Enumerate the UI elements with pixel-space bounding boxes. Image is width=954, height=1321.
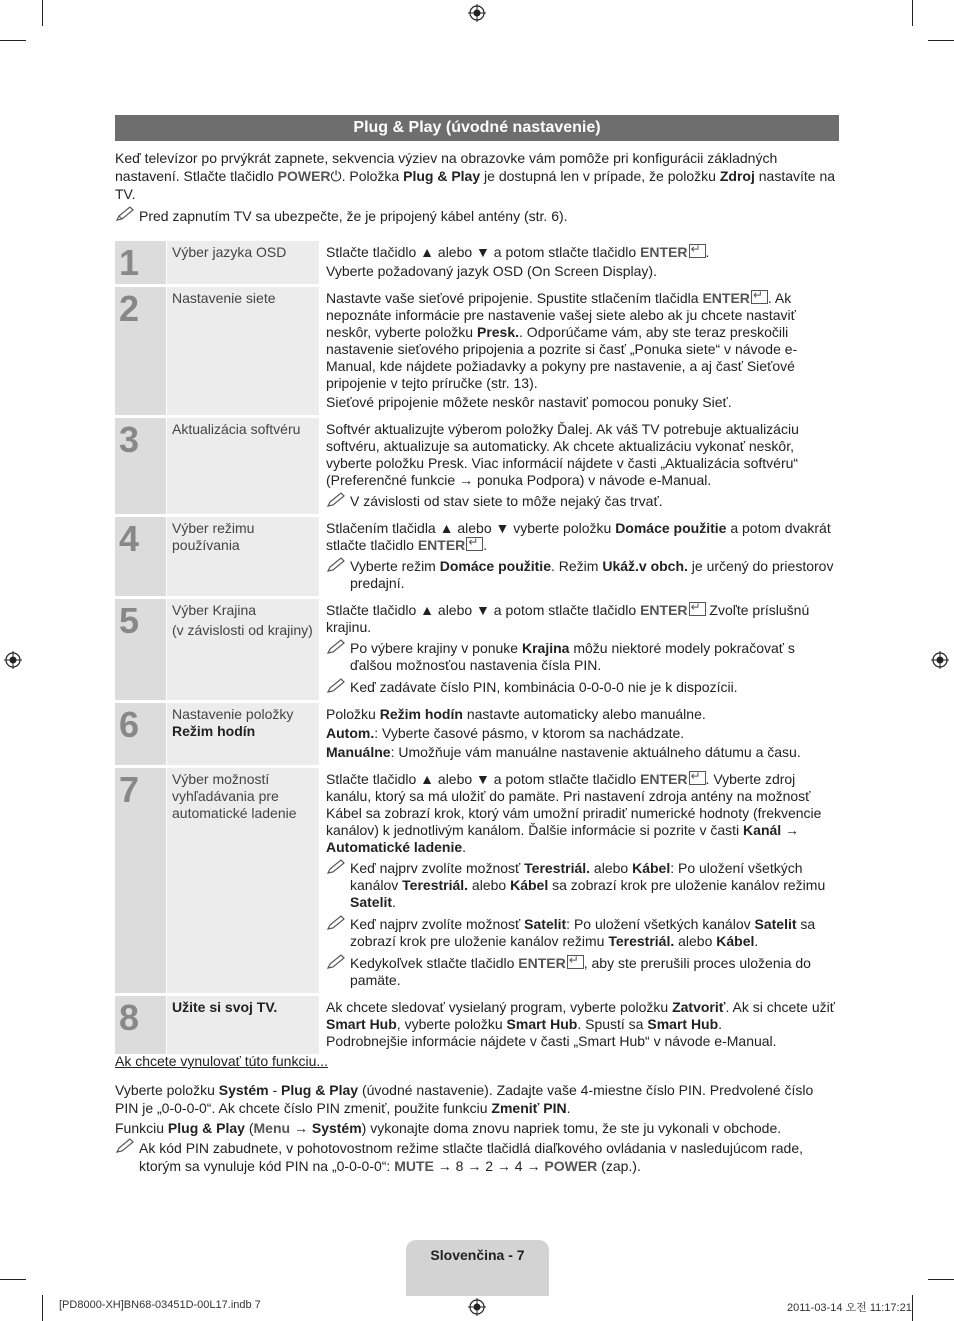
step-text: [321, 996, 839, 1057]
note-text: Keď zadávate číslo PIN, kombinácia 0-0-0-0 nie je k dispozícii.: [350, 679, 738, 695]
text: Stlačením tlačidla ▲ alebo ▼ vyberte položku: [326, 520, 616, 536]
step-number: 1: [115, 241, 166, 287]
registration-mark-icon: [4, 651, 22, 669]
term: Satelit: [754, 916, 797, 932]
step-label: Výber možností vyhľadávania pre automatické ladenie: [166, 768, 321, 996]
step-label: [166, 996, 321, 1057]
text: .: [705, 244, 710, 260]
text: , aby ste prerušili proces uloženia do pamäte.: [350, 955, 811, 988]
term: Smart Hub: [506, 1016, 578, 1032]
text: Vyberte položku: [115, 1082, 219, 1098]
text: →: [290, 1120, 312, 1136]
text: : Po uložení všetkých kanálov: [350, 860, 803, 893]
term: Kábel: [716, 933, 755, 949]
note: [326, 916, 839, 950]
label-term: Užite si svoj TV.: [172, 999, 278, 1015]
term: Terestriál.: [402, 877, 469, 893]
registration-mark-icon: [468, 1298, 486, 1316]
note: [326, 640, 839, 674]
text: Sieťové pripojenie môžete neskôr nastaviť pomocou ponuky Sieť.: [326, 394, 732, 410]
registration-mark-icon: [468, 4, 486, 22]
term: Terestriál.: [608, 933, 675, 949]
print-slug-file: [PD8000-XH]BN68-03451D-00L17.indb 7: [59, 1299, 261, 1311]
text: Funkciu: [115, 1120, 168, 1136]
power-key: POWER: [277, 168, 331, 184]
text: nastavte automaticky alebo manuálne.: [462, 706, 706, 722]
source-term: Zdroj: [719, 168, 755, 184]
text: : Umožňuje vám manuálne nastavenie aktuálneho dátumu a času.: [390, 744, 801, 760]
intro-paragraph: [115, 149, 839, 203]
enter-key: ENTER: [640, 602, 688, 618]
enter-icon: [567, 955, 584, 969]
intro: [115, 149, 839, 225]
print-slug-date: 2011-03-14 오전 11:17:21: [787, 1302, 912, 1314]
intro-text: je dostupná len v prípade, že položku: [480, 168, 720, 184]
text: (zap.).: [597, 1158, 641, 1174]
term: Domáce použitie: [615, 520, 727, 536]
step-number: 4: [115, 517, 166, 599]
term: Kanál →: [743, 822, 800, 838]
text: alebo: [674, 933, 717, 949]
step-text: [321, 241, 839, 287]
text: môžu niektoré modely pokračovať s ďalšou možnosťou nastavenia čísla PIN.: [350, 640, 795, 673]
registration-mark-icon: [931, 651, 949, 669]
text: . Spustí sa: [577, 1016, 648, 1032]
crop-mark: [0, 1279, 26, 1280]
text: Ak chcete sledovať vysielaný program, vyberte položku: [326, 999, 673, 1015]
text: (úvodné nastavenie). Zadajte vaše 4-miestne číslo PIN. Predvolené číslo PIN je „0-0-0-0“. Ak chcete číslo PIN zmeniť, použite funkciu: [115, 1082, 814, 1116]
term: Kábel: [632, 860, 671, 876]
reset-paragraph: [115, 1119, 839, 1137]
text: , vyberte položku: [396, 1016, 507, 1032]
reset-paragraph: [115, 1081, 839, 1117]
text: Po výbere krajiny v ponuke: [350, 640, 522, 656]
text: ) vykonajte doma znovu napriek tomu, že ste ju vykonali v obchode.: [361, 1120, 782, 1136]
intro-text: nastavíte na TV.: [115, 168, 836, 202]
term: Satelit: [524, 916, 567, 932]
label-text: Nastavenie položky: [172, 706, 294, 722]
enter-key: ENTER: [417, 537, 466, 553]
note-pencil-icon: [115, 206, 135, 222]
text: Keď najprv zvolíte možnosť: [350, 916, 525, 932]
step-row: [115, 768, 839, 996]
text: .: [566, 1100, 571, 1116]
text: Keď najprv zvolíte možnosť: [350, 860, 525, 876]
step-text: [321, 418, 839, 517]
intro-text: . Položka: [341, 168, 404, 184]
note-pencil-icon: [326, 557, 346, 573]
step-number: 3: [115, 418, 166, 517]
text: . Ak nepoznáte informácie pre nastavenie vašej siete alebo ak ju chcete nastaviť neskôr, vyberte položku: [326, 290, 796, 340]
text: → 8 → 2 → 4 →: [433, 1158, 545, 1174]
reset-heading: Ak chcete vynulovať túto funkciu...: [115, 1053, 329, 1069]
term: Zmeniť PIN: [491, 1100, 567, 1116]
power-icon: ⏻: [330, 168, 342, 184]
text: Ak kód PIN zabudnete, v pohotovostnom režime stlačte tlačidlá diaľkového ovládania v nasledujúcom rade, ktorým sa vynuluje kód PIN na „0-0-0-0“:: [139, 1140, 804, 1174]
text: Zvoľte príslušnú krajinu.: [326, 602, 810, 635]
term: Systém: [311, 1120, 362, 1136]
enter-key: ENTER: [640, 244, 688, 260]
text: .: [754, 933, 759, 949]
term: Systém: [218, 1082, 269, 1098]
text: Položku: [326, 706, 380, 722]
step-row: [115, 599, 839, 703]
term: Krajina: [521, 640, 570, 656]
step-row: [115, 703, 839, 768]
enter-key: ENTER: [702, 290, 750, 306]
reset-note: [115, 1139, 839, 1175]
text: sa zobrazí krok pre uloženie kanálov režimu: [548, 877, 826, 893]
term: Plug & Play: [167, 1120, 245, 1136]
term: Kábel: [510, 877, 549, 893]
text: . Režim: [550, 558, 603, 574]
term: Manuálne: [326, 744, 391, 760]
term: Režim hodín: [379, 706, 463, 722]
note-pencil-icon: [326, 492, 346, 508]
intro-text: Keď televízor po prvýkrát zapnete, sekvencia výziev na obrazovke vám pomôže pri konfigurácii základných nastavení. Stlačte tlačidlo: [115, 150, 778, 184]
step-text: [321, 517, 839, 599]
text: .: [392, 894, 396, 910]
enter-icon: [689, 244, 706, 258]
term: Plug & Play: [281, 1082, 359, 1098]
note: [326, 558, 839, 592]
text: je určený do priestorov predajní.: [350, 558, 834, 591]
term: Domáce použitie: [439, 558, 551, 574]
enter-key: ENTER: [518, 955, 566, 971]
mute-key: MUTE: [394, 1158, 434, 1174]
crop-mark: [912, 1295, 913, 1321]
term: Smart Hub: [647, 1016, 719, 1032]
crop-mark: [928, 40, 954, 41]
text: Stlačte tlačidlo ▲ alebo ▼ a potom stlačte tlačidlo: [326, 771, 641, 787]
note-pencil-icon: [115, 1138, 135, 1154]
section-title: Plug & Play (úvodné nastavenie): [115, 115, 839, 141]
label-text: (v závislosti od krajiny): [172, 622, 313, 638]
step-label: [166, 703, 321, 768]
enter-icon: [466, 537, 483, 551]
term: Autom.: [326, 725, 375, 741]
step-row: [115, 287, 839, 418]
note: [326, 493, 839, 510]
steps-table: [115, 241, 839, 1057]
reset-section: [115, 1081, 839, 1177]
text: Stlačte tlačidlo ▲ alebo ▼ a potom stlačte tlačidlo: [326, 244, 641, 260]
step-row: [115, 517, 839, 599]
term: Ukáž.v obch.: [602, 558, 688, 574]
text: Softvér aktualizujte výberom položky Ďalej. Ak váš TV potrebuje aktualizáciu softvéru, aktualizuje sa automaticky. Ak chcete aktualizáciu vykonať neskôr, vyberte položku Presk. Viac informácií nájdete v časti „Aktualizácia softvéru“ (Preferenčné funkcie → ponuka Podpora) v návode e-Manual.: [326, 421, 799, 488]
note: [326, 860, 839, 911]
step-number: 7: [115, 768, 166, 996]
text: a potom dvakrát stlačte tlačidlo: [326, 520, 831, 553]
enter-icon: [689, 602, 706, 616]
text: : Po uložení všetkých kanálov: [566, 916, 755, 932]
text: . Vyberte zdroj kanálu, ktorý sa má uložiť do pamäte. Pri nastavení zdroja antény na možnosť Kábel sa zobrazí krok, ktorý vám umožní priradiť numerické hodnoty (frekvencie kanálov) k jednotlivým kanálom. Ďalšie informácie si pozrite v časti: [326, 771, 822, 838]
enter-key: ENTER: [640, 771, 688, 787]
step-label: Výber režimu používania: [166, 517, 321, 599]
power-key: POWER: [544, 1158, 598, 1174]
text: : Vyberte časové pásmo, v ktorom sa nachádzate.: [374, 725, 685, 741]
text: .: [462, 839, 467, 855]
note: [326, 955, 839, 989]
step-number: 6: [115, 703, 166, 768]
page-number-tab: Slovenčina - 7: [406, 1240, 549, 1296]
text: Nastavte vaše sieťové pripojenie. Spustite stlačením tlačidla: [326, 290, 703, 306]
note: [326, 679, 839, 696]
step-row: [115, 241, 839, 287]
text: .: [718, 1016, 723, 1032]
note-text: V závislosti od stav siete to môže nejaký čas trvať.: [350, 493, 663, 509]
text: . Ak si chcete užiť: [725, 999, 836, 1015]
step-label: Nastavenie siete: [166, 287, 321, 418]
text: Podrobnejšie informácie nájdete v časti „Smart Hub“ v návode e-Manual.: [326, 1033, 777, 1049]
step-row: [115, 418, 839, 517]
text: -: [268, 1082, 282, 1098]
term: Automatické ladenie: [326, 839, 463, 855]
crop-mark: [0, 40, 26, 41]
step-label: Aktualizácia softvéru: [166, 418, 321, 517]
crop-mark: [42, 0, 43, 26]
text: Kedykoľvek stlačte tlačidlo: [350, 955, 519, 971]
note-pencil-icon: [326, 678, 346, 694]
skip-term: Presk.: [476, 324, 520, 340]
step-text: [321, 599, 839, 703]
menu-key: Menu: [253, 1120, 291, 1136]
text: alebo: [590, 860, 633, 876]
note-text: Pred zapnutím TV sa ubezpečte, že je pripojený kábel antény (str. 6).: [139, 208, 568, 224]
step-number: 5: [115, 599, 166, 703]
note-pencil-icon: [326, 954, 346, 970]
plug-play-term: Plug & Play: [403, 168, 481, 184]
step-label: Výber jazyka OSD: [166, 241, 321, 287]
term: Smart Hub: [326, 1016, 397, 1032]
text: alebo: [468, 877, 511, 893]
label-term: Režim hodín: [172, 723, 256, 739]
note-pencil-icon: [326, 859, 346, 875]
text: .: [483, 537, 488, 553]
text: sa zobrazí krok pre uloženie kanálov režimu: [350, 916, 816, 949]
text: Vyberte požadovaný jazyk OSD (On Screen Display).: [326, 263, 657, 279]
enter-icon: [751, 290, 768, 304]
intro-note: [115, 207, 839, 225]
label-text: Výber Krajina: [172, 602, 257, 618]
step-number: 2: [115, 287, 166, 418]
note-pencil-icon: [326, 915, 346, 931]
crop-mark: [42, 1295, 43, 1321]
step-text: [321, 287, 839, 418]
step-text: [321, 768, 839, 996]
text: (: [244, 1120, 254, 1136]
term: Zatvoriť: [672, 999, 726, 1015]
term: Satelit: [350, 894, 393, 910]
crop-mark: [912, 0, 913, 26]
text: Stlačte tlačidlo ▲ alebo ▼ a potom stlačte tlačidlo: [326, 602, 641, 618]
step-number: 8: [115, 996, 166, 1057]
step-row: [115, 996, 839, 1057]
crop-mark: [928, 1279, 954, 1280]
term: Terestriál.: [524, 860, 591, 876]
text: Vyberte režim: [350, 558, 440, 574]
note-pencil-icon: [326, 639, 346, 655]
enter-icon: [689, 771, 706, 785]
text: . Odporúčame vám, aby ste teraz preskočili nastavenie sieťového pripojenia a pozrite si časť „Ponuka siete“ v návode e-Manual, kde nájdete požiadavky a pokyny pre nastavenie, a aj časť Sieťové pripojenie v tejto príručke (str. 13).: [326, 324, 798, 391]
step-text: [321, 703, 839, 768]
step-label: [166, 599, 321, 703]
